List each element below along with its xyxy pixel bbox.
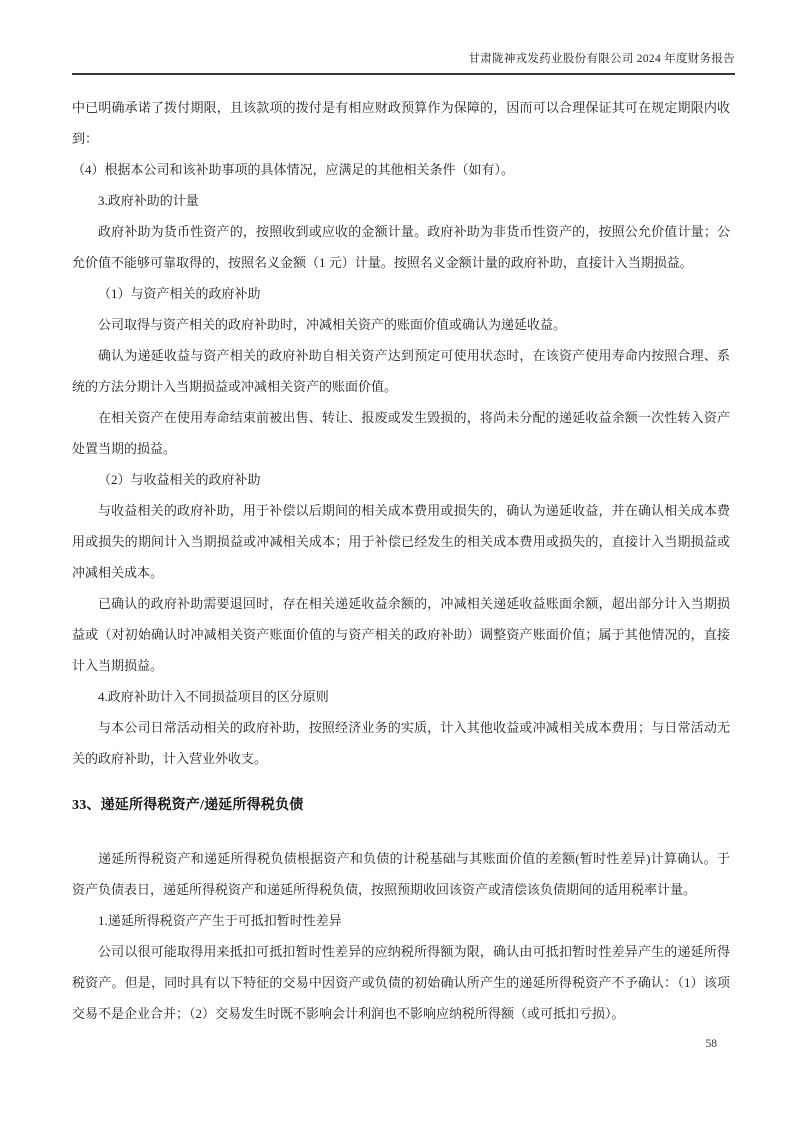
section-heading-33: 33、递延所得税资产/递延所得税负债 [72, 798, 304, 813]
paragraph: 4.政府补助计入不同损益项目的区分原则 [98, 689, 329, 704]
paragraph: 公司以很可能取得用来抵扣可抵扣暂时性差异的应纳税所得额为限，确认由可抵扣暂时性差异产生的递延所得税资产。但是，同时具有以下特征的交易中因资产或负债的初始确认所产生的递延所得税资产不予确认：（1）该项交易不是企业合并；（2）交易发生时既不影响会计利润也不影响应纳税所得额（或可抵扣亏损）。 [72, 944, 730, 1021]
paragraph: 政府补助为货币性资产的，按照收到或应收的金额计量。政府补助为非货币性资产的，按照公允价值计量；公允价值不能够可靠取得的，按照名义金额（1 元）计量。按照名义金额计量的政府补助，直接计入当期损益。 [72, 224, 730, 270]
paragraph: 已确认的政府补助需要退回时，存在相关递延收益余额的，冲减相关递延收益账面余额，超出部分计入当期损益或（对初始确认时冲减相关资产账面价值的与资产相关的政府补助）调整资产账面价值；属于其他情况的，直接计入当期损益。 [72, 596, 730, 673]
paragraph: （1）与资产相关的政府补助 [98, 286, 261, 301]
paragraph: 递延所得税资产和递延所得税负债根据资产和负债的计税基础与其账面价值的差额(暂时性差异)计算确认。于资产负债表日，递延所得税资产和递延所得税负债，按照预期收回该资产或清偿该负债期间的适用税率计量。 [72, 851, 730, 897]
paragraph: 与收益相关的政府补助，用于补偿以后期间的相关成本费用或损失的，确认为递延收益，并在确认相关成本费用或损失的期间计入当期损益或冲减相关成本；用于补偿已经发生的相关成本费用或损失的，直接计入当期损益或冲减相关成本。 [72, 503, 730, 580]
paragraph: （4）根据本公司和该补助事项的具体情况，应满足的其他相关条件（如有）。 [72, 162, 515, 177]
page-header [72, 52, 735, 75]
document-body [72, 92, 730, 1029]
paragraph: 公司取得与资产相关的政府补助时，冲减相关资产的账面价值或确认为递延收益。 [98, 317, 567, 332]
page-number: 58 [705, 1038, 717, 1050]
paragraph: 3.政府补助的计量 [98, 193, 199, 208]
paragraph: 中已明确承诺了拨付期限，且该款项的拨付是有相应财政预算作为保障的，因而可以合理保证其可在规定期限内收到： [72, 100, 730, 146]
paragraph: （2）与收益相关的政府补助 [98, 472, 261, 487]
paragraph: 确认为递延收益与资产相关的政府补助自相关资产达到预定可使用状态时，在该资产使用寿命内按照合理、系统的方法分期计入当期损益或冲减相关资产的账面价值。 [72, 348, 730, 394]
paragraph: 与本公司日常活动相关的政府补助，按照经济业务的实质，计入其他收益或冲减相关成本费用；与日常活动无关的政府补助，计入营业外收支。 [72, 720, 730, 766]
paragraph: 在相关资产在使用寿命结束前被出售、转让、报废或发生毁损的，将尚未分配的递延收益余额一次性转入资产处置当期的损益。 [72, 410, 730, 456]
paragraph: 1.递延所得税资产产生于可抵扣暂时性差异 [98, 913, 342, 928]
header-title: 甘肃陇神戎发药业股份有限公司 2024 年度财务报告 [468, 53, 735, 65]
